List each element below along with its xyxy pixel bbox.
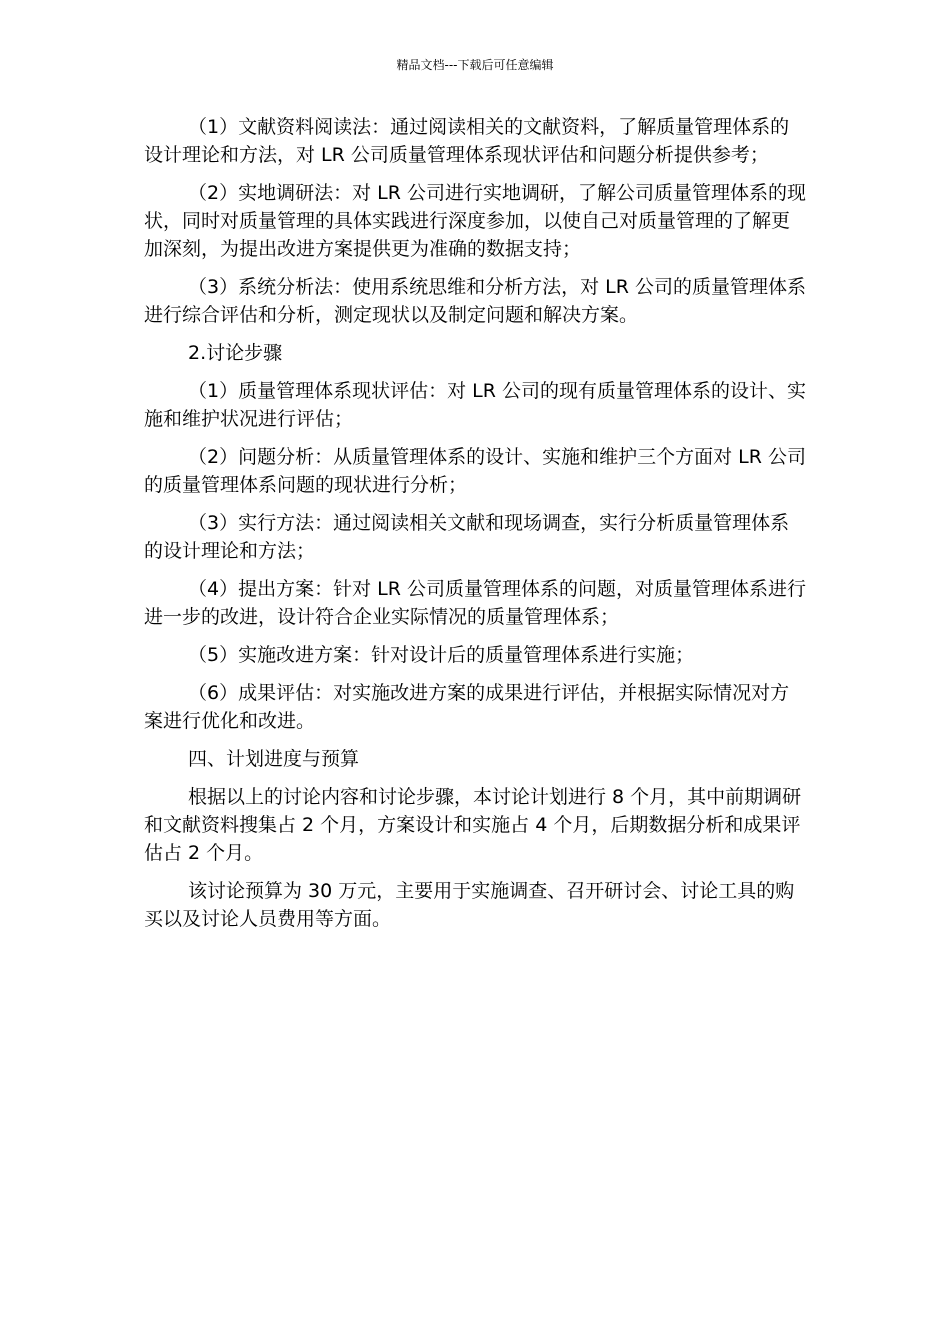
section-heading-steps: 2.讨论步骤 bbox=[188, 342, 283, 364]
paragraph-step-implementation: （5）实施改进方案：针对设计后的质量管理体系进行实施； bbox=[188, 644, 695, 666]
paragraph-step-evaluation: （6）成果评估：对实施改进方案的成果进行评估，并根据实际情况对方案进行优化和改进。 bbox=[144, 682, 790, 732]
page-header: 精品文档---下载后可任意编辑 bbox=[396, 58, 554, 72]
paragraph-method-system-analysis: （3）系统分析法：使用系统思维和分析方法，对 LR 公司的质量管理体系进行综合评估和分析，测定现状以及制定问题和解决方案。 bbox=[144, 276, 806, 326]
paragraph-schedule: 根据以上的讨论内容和讨论步骤，本讨论计划进行 8 个月，其中前期调研和文献资料搜集占 2 个月，方案设计和实施占 4 个月，后期数据分析和成果评估占 2 个月。 bbox=[144, 786, 802, 864]
paragraph-step-assessment: （1）质量管理体系现状评估：对 LR 公司的现有质量管理体系的设计、实施和维护状况进行评估； bbox=[144, 380, 806, 430]
document-body bbox=[144, 113, 806, 943]
paragraph-method-field-research: （2）实地调研法：对 LR 公司进行实地调研，了解公司质量管理体系的现状，同时对质量管理的具体实践进行深度参加，以使自己对质量管理的了解更加深刻，为提出改进方案提供更为准确的数据支持； bbox=[144, 182, 806, 260]
paragraph-step-proposal: （4）提出方案：针对 LR 公司质量管理体系的问题，对质量管理体系进行进一步的改进，设计符合企业实际情况的质量管理体系； bbox=[144, 578, 806, 628]
paragraph-step-method: （3）实行方法：通过阅读相关文献和现场调查，实行分析质量管理体系的设计理论和方法； bbox=[144, 512, 790, 562]
paragraph-step-problem-analysis: （2）问题分析：从质量管理体系的设计、实施和维护三个方面对 LR 公司的质量管理体系问题的现状进行分析； bbox=[144, 446, 806, 496]
paragraph-method-literature: （1）文献资料阅读法：通过阅读相关的文献资料，了解质量管理体系的设计理论和方法，对 LR 公司质量管理体系现状评估和问题分析提供参考； bbox=[144, 116, 790, 166]
section-heading-schedule-budget: 四、计划进度与预算 bbox=[188, 748, 360, 770]
paragraph-budget: 该讨论预算为 30 万元，主要用于实施调查、召开研讨会、讨论工具的购买以及讨论人员费用等方面。 bbox=[144, 880, 795, 930]
